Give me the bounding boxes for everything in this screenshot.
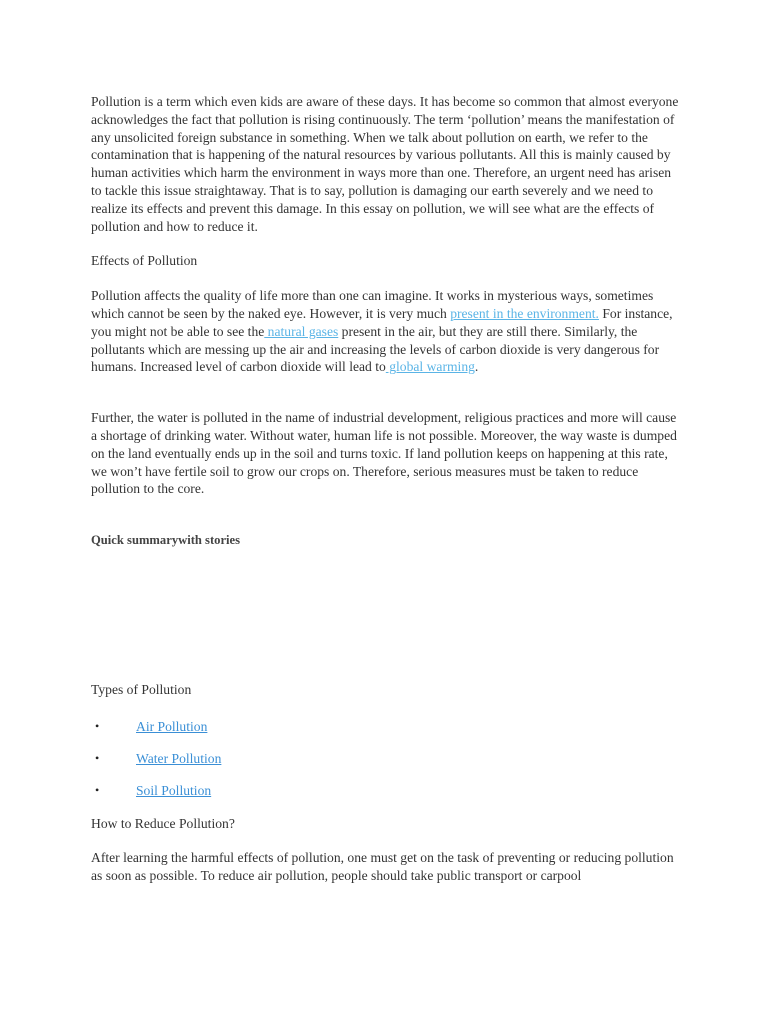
water-pollution-link[interactable]: Water Pollution [136,751,222,767]
soil-pollution-link[interactable]: Soil Pollution [136,783,212,799]
air-pollution-link[interactable]: Air Pollution [136,718,208,734]
quick-summary-heading: Quick summarywith stories [91,533,241,548]
list-item [91,750,681,768]
types-list [91,718,681,800]
bullet-icon: • [95,718,100,733]
natural-gases-link[interactable]: natural gases [264,323,339,339]
reduce-paragraph: After learning the harmful effects of pollution, one must get on the task of preventing or reducing pollution as soon as possible. To reduce air pollution, people should take public transport or carpool [91,850,674,884]
effects-text-3: present in the air, but they are still there. Similarly, the pollutants which are messing up the air and increasing the levels of carbon dioxide is very dangerous for humans. Increased level of carbon dioxide will lead to [91,323,660,375]
bullet-icon: • [95,751,100,766]
types-heading: Types of Pollution [91,681,192,697]
effects-text-2: For instance, you might not be able to see the [91,305,673,339]
effects-heading: Effects of Pollution [91,253,198,269]
effects-text-1: Pollution affects the quality of life more than one can imagine. It works in mysterious ways, sometimes which cannot be seen by the naked eye. However, it is very much [91,288,654,321]
effects-text-4: . [474,359,479,375]
bullet-icon: • [95,783,100,798]
global-warming-link[interactable]: global warming [385,359,475,375]
document-page [91,93,681,885]
intro-paragraph: Pollution is a term which even kids are aware of these days. It has become so common that almost everyone acknowledges the fact that pollution is rising continuously. The term ‘pollution’ means the manifestation of any unsolicited foreign substance in something. When we talk about pollution on earth, we refer to the contamination that is happening of the natural resources by various pollutants. All this is mainly caused by human activities which harm the environment in ways more than one. Therefore, an urgent need has arisen to tackle this issue straightaway. That is to say, pollution is damaging our earth severely and we need to realize its effects and prevent this damage. In this essay on pollution, we will see what are the effects of pollution and how to reduce it. [91,94,679,234]
further-paragraph: Further, the water is polluted in the name of industrial development, religious practices and more will cause a shortage of drinking water. Without water, human life is not possible. Moreover, the way waste is dumped on the land eventually ends up in the soil and turns toxic. If land pollution keeps on happening at this rate, we won’t have fertile soil to grow our crops on. Therefore, serious measures must be taken to reduce pollution to the core. [91,410,677,497]
list-item [91,782,681,800]
present-in-environment-link[interactable]: present in the environment. [450,305,599,321]
effects-paragraph [91,287,681,376]
list-item [91,718,681,736]
reduce-heading: How to Reduce Pollution? [91,815,235,831]
